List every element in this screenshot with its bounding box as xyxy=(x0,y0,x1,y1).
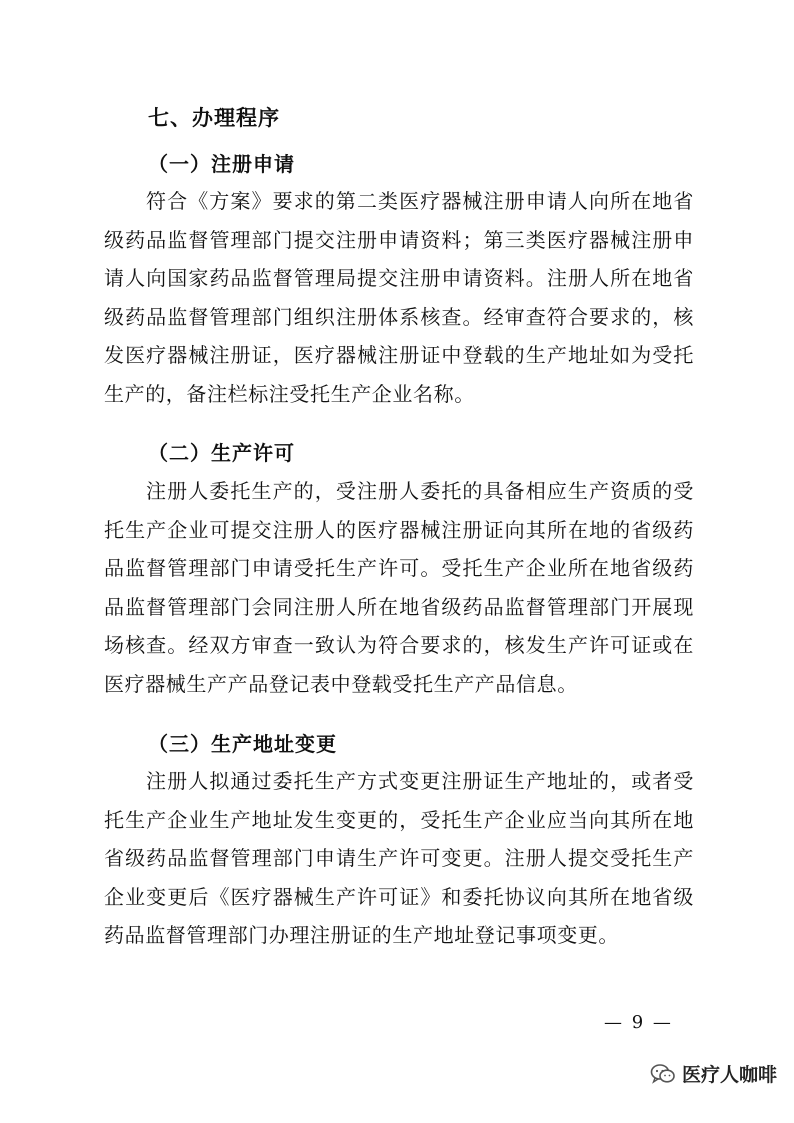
section-title: 七、办理程序 xyxy=(148,106,280,130)
wechat-watermark xyxy=(650,1060,777,1087)
subsection-heading-address-change: （三）生产地址变更 xyxy=(148,732,337,756)
paragraph-registration: 符合《方案》要求的第二类医疗器械注册申请人向所在地省级药品监督管理部门提交注册申请资料；第三类医疗器械注册申请人向国家药品监督管理局提交注册申请资料。注册人所在地省级药品监督管理部门组织注册体系核查。经审查符合要求的，核发医疗器械注册证，医疗器械注册证中登载的生产地址如为受托生产的，备注栏标注受托生产企业名称。 xyxy=(104,189,694,406)
watermark-text: 医疗人咖啡 xyxy=(682,1064,778,1086)
wechat-icon xyxy=(650,1063,676,1085)
subsection-heading-registration: （一）注册申请 xyxy=(148,152,295,176)
page-number: — 9 — xyxy=(604,1012,673,1033)
subsection-heading-production-license: （二）生产许可 xyxy=(148,441,295,465)
paragraph-address-change: 注册人拟通过委托生产方式变更注册证生产地址的，或者受托生产企业生产地址发生变更的，受托生产企业应当向其所在地省级药品监督管理部门申请生产许可变更。注册人提交受托生产企业变更后《医疗器械生产许可证》和委托协议向其所在地省级药品监督管理部门办理注册证的生产地址登记事项变更。 xyxy=(104,769,694,947)
paragraph-production-license: 注册人委托生产的，受注册人委托的具备相应生产资质的受托生产企业可提交注册人的医疗器械注册证向其所在地的省级药品监督管理部门申请受托生产许可。受托生产企业所在地省级药品监督管理部门会同注册人所在地省级药品监督管理部门开展现场核查。经双方审查一致认为符合要求的，核发生产许可证或在医疗器械生产产品登记表中登载受托生产产品信息。 xyxy=(104,479,694,696)
